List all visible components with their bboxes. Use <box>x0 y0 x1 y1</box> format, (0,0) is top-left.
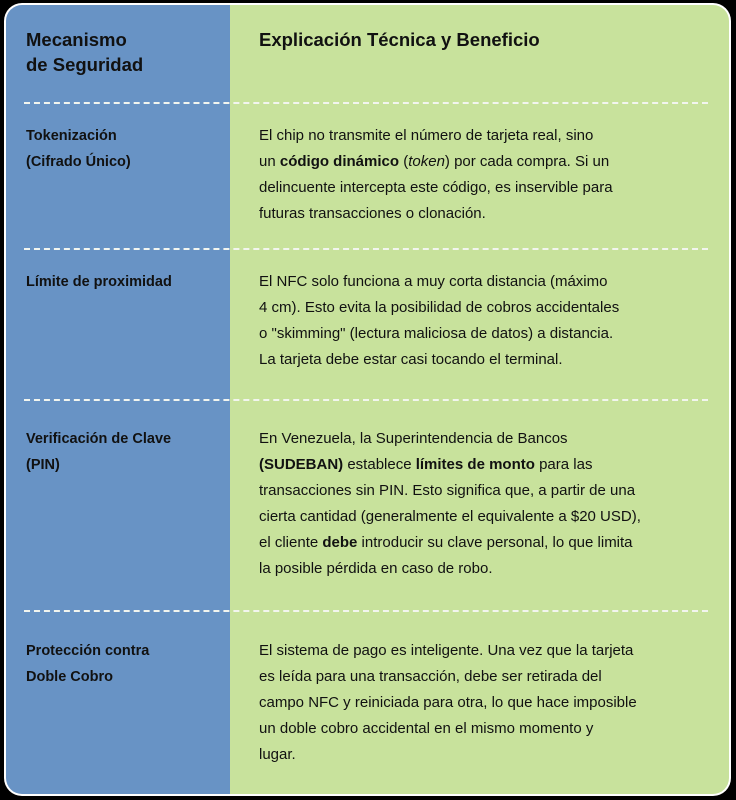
italic-term: token <box>408 153 445 170</box>
emphasis-text: debe <box>322 534 358 551</box>
mechanism-label: Tokenización <box>26 128 117 144</box>
description-line: o "skimming" (lectura maliciosa de datos) a distancia. <box>259 325 614 342</box>
description-line: (SUDEBAN) establece límites de monto para las <box>259 456 593 473</box>
description-tokenization <box>259 123 613 227</box>
emphasis-text: límites de monto <box>415 456 535 473</box>
description-line: la posible pérdida en caso de robo. <box>259 560 493 577</box>
description-line: 4 cm). Esto evita la posibilidad de cobros accidentales <box>259 299 620 316</box>
emphasis-text: código dinámico <box>279 153 400 170</box>
mechanism-pin-verification <box>26 426 171 478</box>
description-line: campo NFC y reiniciada para otra, lo que hace imposible <box>259 694 637 711</box>
row-divider <box>24 102 708 104</box>
description-line: El NFC solo funciona a muy corta distancia (máximo <box>259 273 608 290</box>
header-mechanism <box>26 27 143 77</box>
security-mechanisms-table <box>6 5 729 794</box>
description-line: La tarjeta debe estar casi tocando el terminal. <box>259 351 563 368</box>
row-divider <box>24 399 708 401</box>
row-divider <box>24 248 708 250</box>
mechanism-proximity-limit <box>26 269 172 295</box>
description-line: transacciones sin PIN. Esto significa que, a partir de una <box>259 482 636 499</box>
description-pin-verification <box>259 426 641 582</box>
mechanism-label: Límite de proximidad <box>26 274 172 290</box>
description-line: El sistema de pago es inteligente. Una vez que la tarjeta <box>259 642 634 659</box>
description-line: un doble cobro accidental en el mismo momento y <box>259 720 594 737</box>
description-line: En Venezuela, la Superintendencia de Bancos <box>259 430 568 447</box>
description-line: delincuente intercepta este código, es inservible para <box>259 179 613 196</box>
mechanism-double-charge-protection <box>26 638 149 690</box>
description-double-charge-protection <box>259 638 637 768</box>
description-line: lugar. <box>259 746 296 763</box>
row-divider <box>24 610 708 612</box>
mechanism-label: Protección contra <box>26 643 150 659</box>
mechanism-label: (Cifrado Único) <box>26 154 131 170</box>
mechanism-label: Verificación de Clave <box>26 431 172 447</box>
description-line: un código dinámico (token) por cada compra. Si un <box>259 153 610 170</box>
description-line: es leída para una transacción, debe ser retirada del <box>259 668 602 685</box>
mechanism-tokenization <box>26 123 131 175</box>
header-explanation: Explicación Técnica y Beneficio <box>259 29 540 50</box>
description-line: El chip no transmite el número de tarjeta real, sino <box>259 127 594 144</box>
header-mechanism-line2: de Seguridad <box>26 54 144 75</box>
description-line: el cliente debe introducir su clave personal, lo que limita <box>259 534 633 551</box>
header-mechanism-line1: Mecanismo <box>26 29 127 50</box>
mechanism-label: (PIN) <box>26 457 60 473</box>
mechanism-label: Doble Cobro <box>26 669 113 685</box>
emphasis-text: (SUDEBAN) <box>259 456 344 473</box>
description-line: cierta cantidad (generalmente el equivalente a $20 USD), <box>259 508 641 525</box>
description-line: futuras transacciones o clonación. <box>259 205 486 222</box>
description-proximity-limit <box>259 269 619 373</box>
